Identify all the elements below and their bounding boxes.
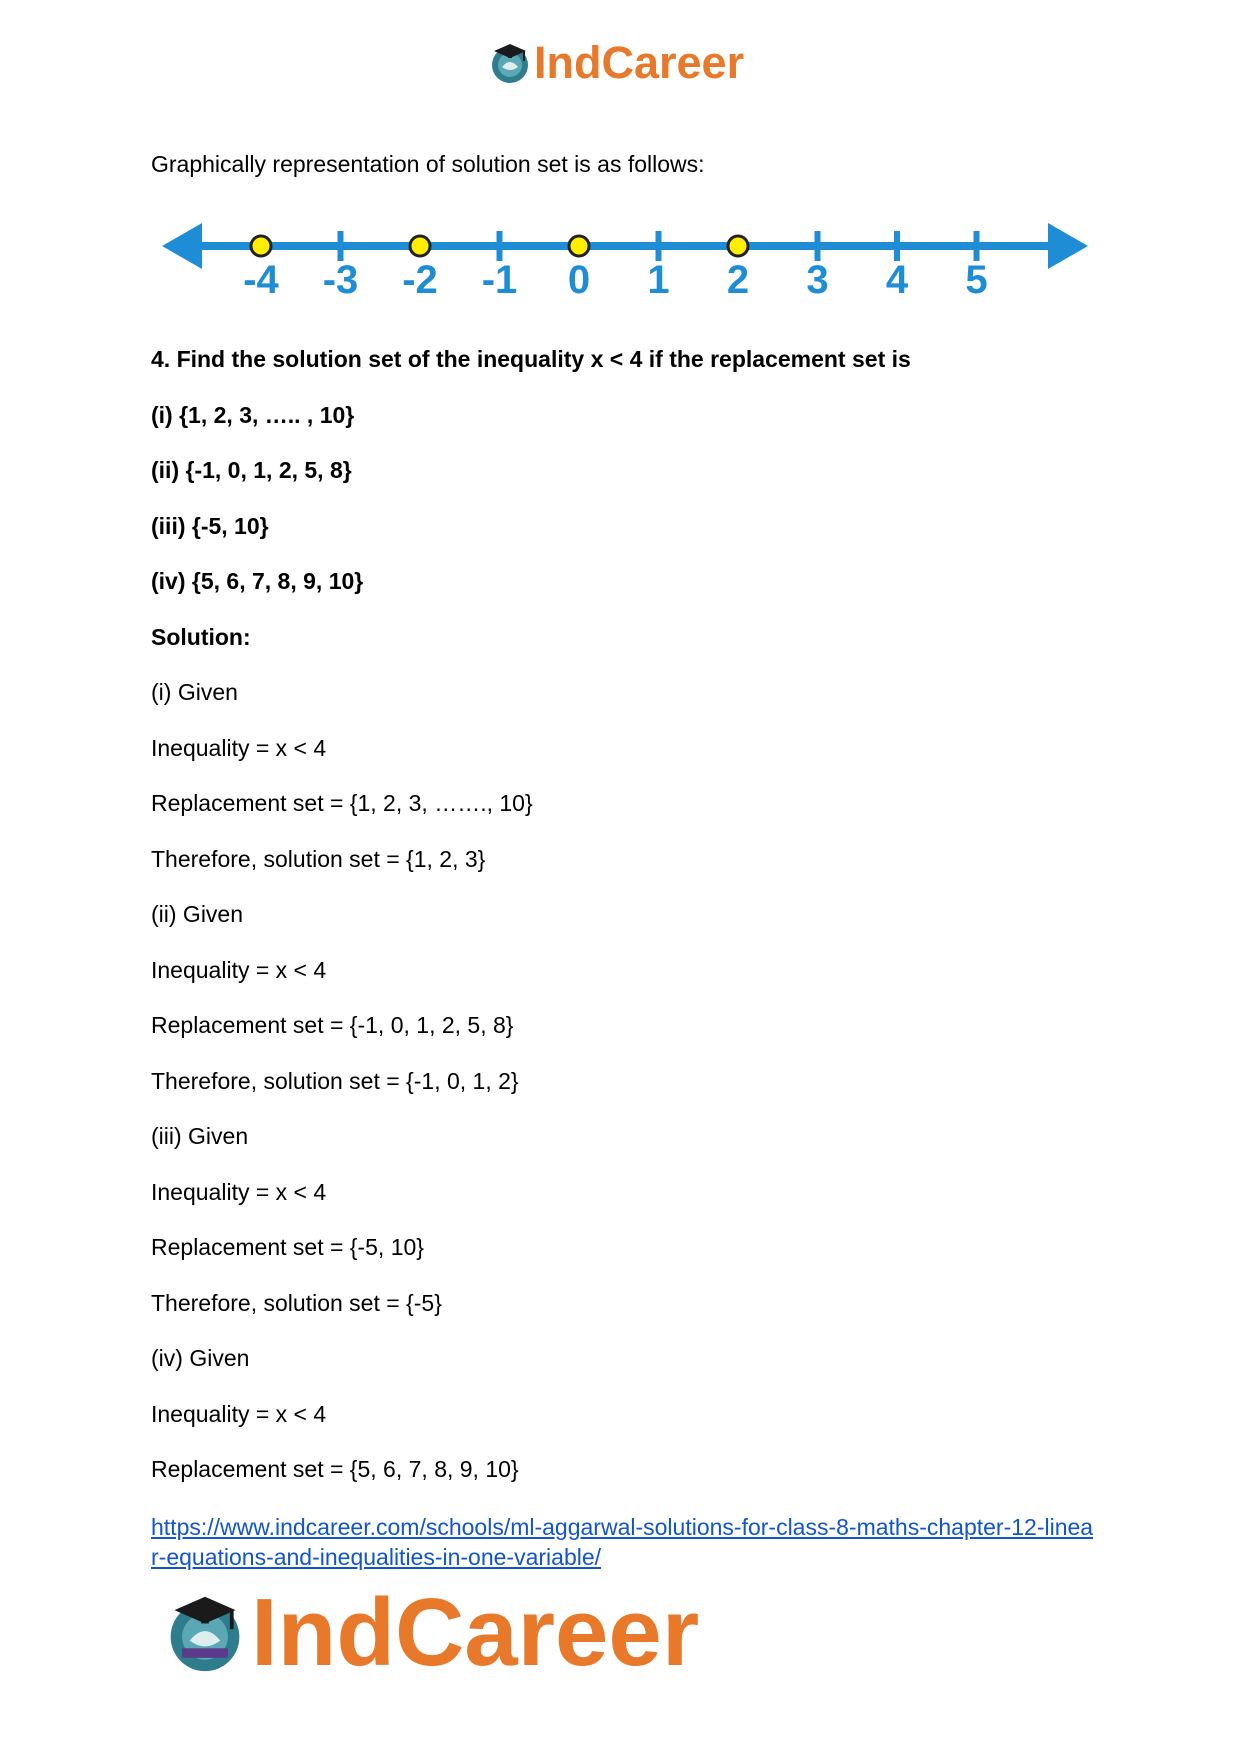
solution-line: Therefore, solution set = {-5} [151, 1289, 442, 1316]
solution-line: Replacement set = {1, 2, 3, ……., 10} [151, 790, 533, 816]
question-option: (iv) {5, 6, 7, 8, 9, 10} [151, 568, 364, 594]
solution-line: (ii) Given [151, 901, 244, 927]
question-title: 4. Find the solution set of the inequality x < 4 if the replacement set is [151, 346, 911, 372]
tick-label: 2 [726, 258, 750, 302]
source-link-line2: r-equations-and-inequalities-in-one-variable/ [151, 1544, 602, 1570]
solution-line: Inequality = x < 4 [151, 734, 327, 761]
marked-point [728, 236, 748, 256]
logo-text: IndCareer [251, 1579, 700, 1686]
tick-label: -3 [322, 258, 359, 302]
solution-line: Replacement set = {-5, 10} [151, 1234, 424, 1260]
tick-label: -1 [481, 258, 518, 302]
left-arrow-icon [162, 223, 202, 269]
question-option: (ii) {-1, 0, 1, 2, 5, 8} [151, 457, 352, 483]
tick-label: -2 [402, 258, 438, 302]
tick-label: 1 [647, 258, 670, 302]
right-arrow-icon [1048, 223, 1088, 269]
source-link[interactable] [151, 1512, 1111, 1572]
marked-point [251, 236, 271, 256]
number-line [160, 215, 1090, 305]
intro-text: Graphically representation of solution set is as follows: [151, 151, 705, 177]
question-option: (i) {1, 2, 3, ….. , 10} [151, 401, 355, 428]
solution-line: (iii) Given [151, 1123, 249, 1149]
solution-line: Therefore, solution set = {1, 2, 3} [151, 845, 486, 872]
tick-label: 0 [567, 258, 591, 302]
solution-line: (iv) Given [151, 1345, 250, 1371]
marked-point [410, 236, 430, 256]
logo-text: IndCareer [534, 37, 745, 88]
solution-line: Inequality = x < 4 [151, 1400, 327, 1427]
graduation-globe-icon [488, 41, 532, 85]
question-option: (iii) {-5, 10} [151, 512, 269, 539]
solution-line: Replacement set = {-1, 0, 1, 2, 5, 8} [151, 1012, 514, 1038]
tick-label: 3 [806, 258, 829, 302]
solution-line: (i) Given [151, 679, 238, 705]
solution-line: Inequality = x < 4 [151, 1178, 327, 1205]
tick-label: -4 [243, 258, 279, 302]
marked-point [569, 236, 589, 256]
solution-line: Replacement set = {5, 6, 7, 8, 9, 10} [151, 1456, 519, 1482]
header-logo [488, 37, 745, 88]
tick-label: 5 [965, 258, 988, 302]
footer-logo [163, 1579, 700, 1686]
source-link-line1: https://www.indcareer.com/schools/ml-aggarwal-solutions-for-class-8-maths-chapter-12-linea [151, 1514, 1094, 1540]
solution-line: Therefore, solution set = {-1, 0, 1, 2} [151, 1067, 519, 1094]
solution-heading: Solution: [151, 623, 251, 650]
tick-label: 4 [885, 258, 909, 302]
content [151, 345, 1111, 1511]
graduation-globe-icon [163, 1591, 247, 1675]
solution-line: Inequality = x < 4 [151, 956, 327, 983]
